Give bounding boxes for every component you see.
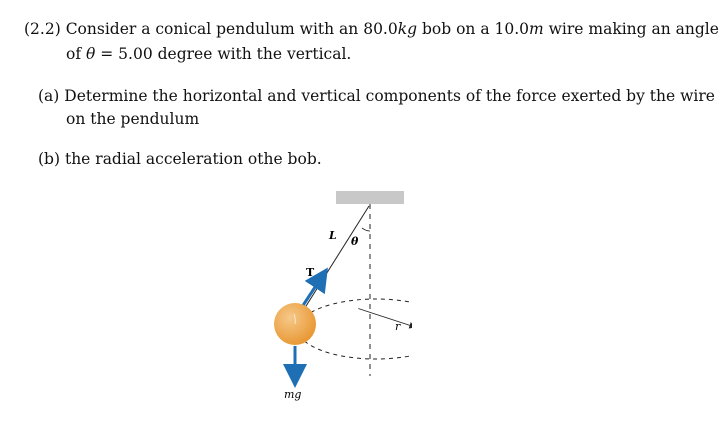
length-value: 10.0: [494, 20, 530, 38]
problem-line-1: [24, 19, 719, 39]
tension-vector: [300, 275, 323, 310]
part-a-label: (a): [38, 87, 60, 105]
ceiling-support: [336, 191, 404, 204]
conical-pendulum-figure: [262, 184, 412, 408]
part-a-line-2: on the pendulum: [66, 110, 200, 128]
part-b-line: [38, 149, 322, 169]
label-L: L: [329, 229, 337, 242]
part-b-text: the radial acceleration othe bob.: [64, 150, 322, 168]
angle-arc: [362, 228, 370, 231]
problem-number: (2.2): [24, 20, 61, 38]
part-a-text: Determine the horizontal and vertical components of the force exerted by the wire: [64, 87, 715, 105]
theta-symbol: θ: [86, 45, 96, 63]
problem-line-2: of θ = 5.00 degree with the vertical.: [66, 45, 352, 63]
part-b-label: (b): [38, 150, 61, 168]
part-a-line-1: [38, 86, 715, 106]
problem-text: Consider a conical pendulum with an 80.0kg bob on a 10.0m wire making an angle: [65, 20, 719, 38]
label-mg: mg: [284, 388, 302, 401]
label-T: T: [306, 266, 315, 279]
radius-arrow: [358, 308, 412, 326]
pendulum-wire: [296, 206, 369, 322]
mass-unit: kg: [397, 20, 418, 38]
label-r: r: [395, 320, 401, 333]
mass-value: 80.0: [363, 20, 398, 38]
label-theta: θ: [351, 235, 359, 248]
length-unit: m: [529, 20, 544, 38]
